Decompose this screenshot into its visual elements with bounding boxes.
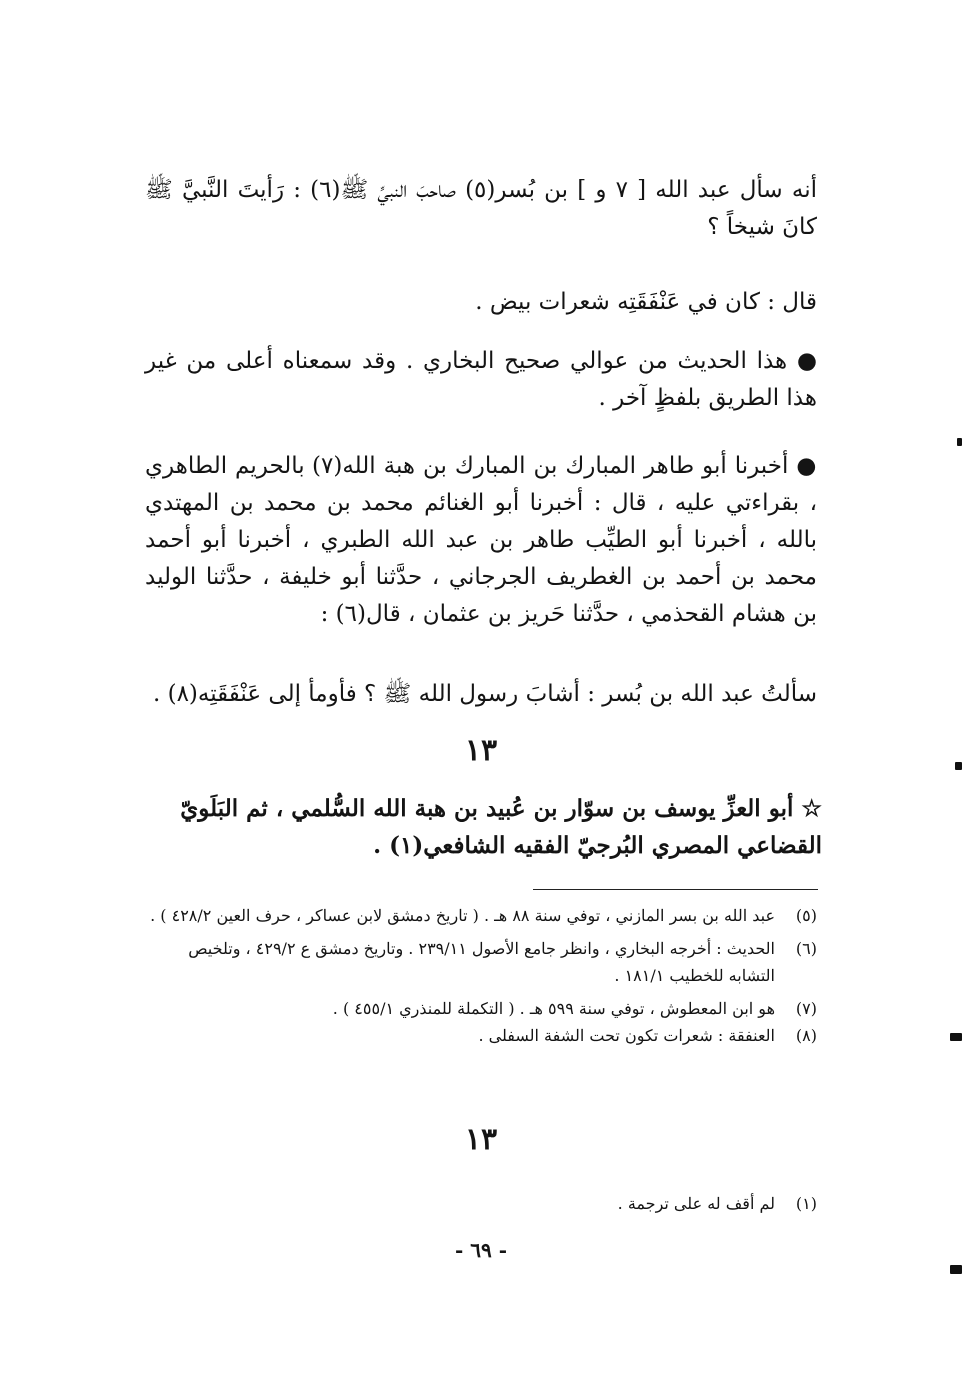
footnote-number: (٨) (795, 1026, 817, 1045)
page-number: - ٦٩ - (454, 1238, 507, 1262)
footnote-text: عبد الله بن بسر المازني ، توفي سنة ٨٨ هـ . ( تاريخ دمشق لابن عساكر ، حرف العين ٤٢٨/٢ ) . (150, 906, 775, 925)
footnote-text: العنفقة : شعرات تكون تحت الشفة السفلى . (478, 1026, 775, 1045)
scan-artifact-mark (957, 438, 962, 446)
footnote-text: الحديث : أخرجه البخاري ، وانظر جامع الأصول ٢٣٩/١١ . وتاريخ دمشق ع ٤٢٩/٢ ، وتلخيص التشابه للخطيب ١٨١/١ . (188, 939, 775, 985)
paragraph-4: ● أخبرنا أبو طاهر المبارك بن المبارك بن هبة الله(٧) بالحريم الطاهري ، بقراءتي عليه ، قال : أخبرنا أبو الغنائم محمد بن محمد بن المهتدي بالله ، أخبرنا أبو الطيِّب طاهر بن عبد الله الطبري ، أخبرنا أبو أحمد محمد بن أحمد بن الغطريف الجرجاني ، حدَّثنا أبو خليفة ، حدَّثنا الوليد بن هشام القحذمي ، حدَّثنا حَريز بن عثمان ، قال(٦) : (145, 453, 817, 627)
footnote-number: (٥) (795, 906, 817, 925)
footnote-number: (٧) (795, 999, 817, 1018)
footnote-number: (١) (795, 1194, 817, 1213)
entry-number: ١٣ (464, 733, 498, 768)
footnotes (137, 902, 817, 1049)
footnote-divider (533, 889, 818, 890)
footnote-5 (137, 902, 817, 929)
entry-footnote-number: ١٣ (464, 1122, 498, 1157)
paragraph-1: أنه سأل عبد الله [ ٧ و ] بن بُسر(٥) صاحبَ النبيِّ ﷺ(٦) : رَأيتَ النَّبيَّ ﷺ كانَ شيخاً ؟ (145, 177, 817, 240)
entry-footnotes (137, 1190, 817, 1217)
scan-artifact-mark (955, 762, 962, 770)
footnote-text: هو ابن المعطوش ، توفي سنة ٥٩٩ هـ . ( التكملة للمنذري ٤٥٥/١ ) . (332, 999, 775, 1018)
paragraph-3: ● هذا الحديث من عوالي صحيح البخاري . وقد سمعناه أعلى من غير هذا الطريق بلفظٍ آخر . (145, 348, 817, 411)
footnote-6 (137, 935, 817, 989)
paragraph-2: قال : كان في عَنْفَقَتِه شعرات بيض . (475, 289, 817, 315)
footnote-number: (٦) (795, 939, 817, 958)
scan-artifact-mark (950, 1265, 962, 1274)
footnote-8 (137, 1022, 817, 1049)
paragraph-5: سألتُ عبد الله بن بُسر : أشابَ رسول الله ﷺ ؟ فأومأ إلى عَنْفَقَتِه(٨) . (152, 681, 817, 707)
footnote-text: لم أقف له على ترجمة . (617, 1194, 775, 1213)
footnote-7 (137, 995, 817, 1022)
scan-artifact-mark (950, 1033, 962, 1041)
footnote-1 (137, 1190, 817, 1217)
biography-heading: ☆ أبو العزِّ يوسف بن سوّار بن عُبيد بن هبة الله السُّلمي ، ثم البَلَويّ القضاعي المصري البُرجيّ الفقيه الشافعي(١) . (180, 795, 822, 859)
